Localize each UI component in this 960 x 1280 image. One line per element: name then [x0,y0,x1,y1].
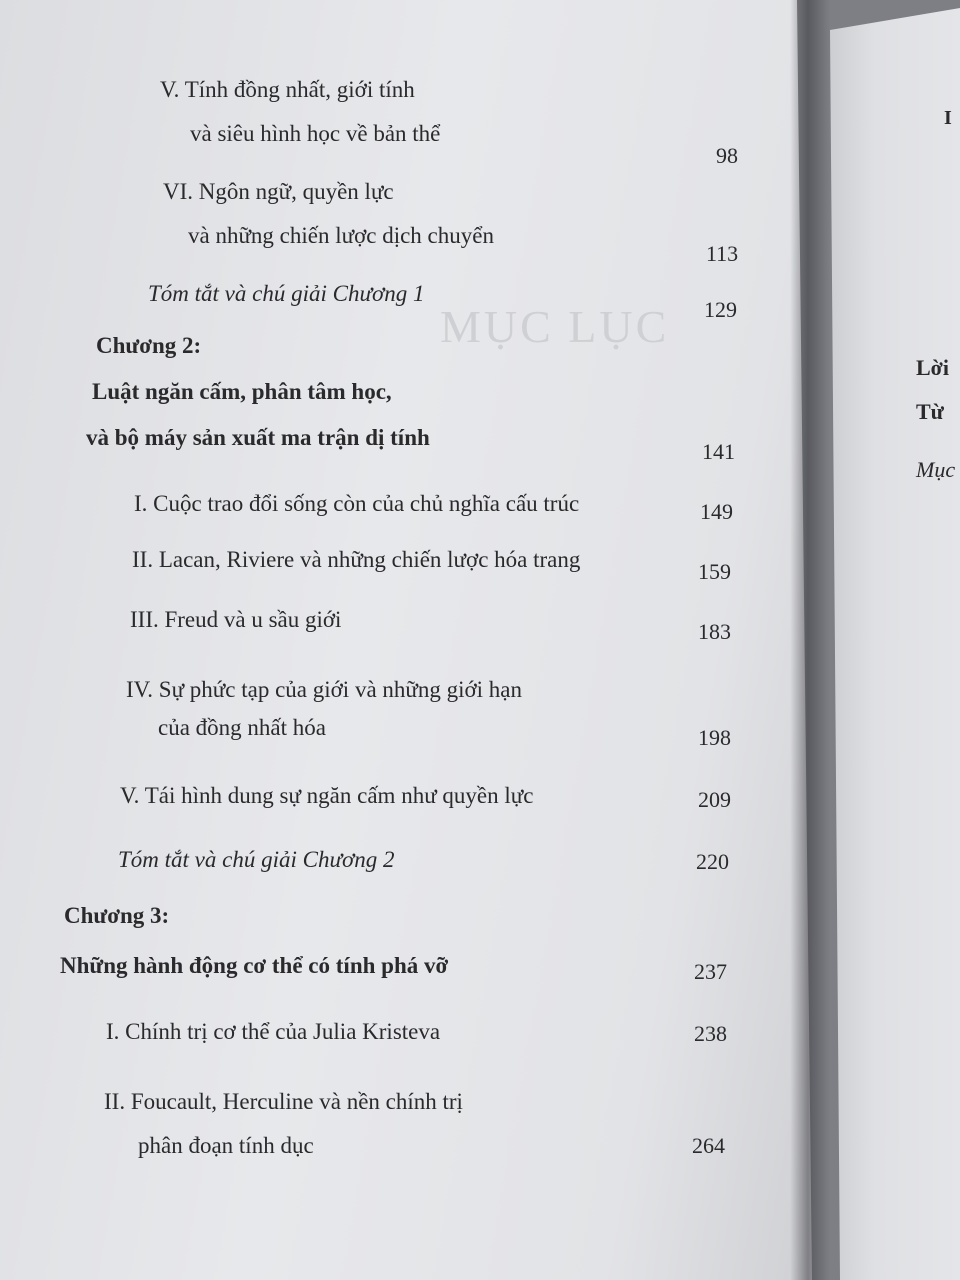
chapter-2-title-line1: Luật ngăn cấm, phân tâm học, [92,379,392,404]
toc-page-number: 129 [704,297,737,322]
toc-entry-2-i: I. Cuộc trao đổi sống còn của chủ nghĩa cấu trúc [134,491,580,516]
right-page-line-3: Mục [916,457,956,482]
toc-page-number: 159 [698,559,731,584]
toc-entry-3-ii-line2: phân đoạn tính dục [138,1133,314,1158]
toc-summary-ch2: Tóm tắt và chú giải Chương 2 [118,847,395,872]
toc-entry-2-iii: III. Freud và u sầu giới [130,607,342,632]
toc-page-number: 183 [698,619,731,644]
toc-page-number: 98 [716,143,738,168]
book-gutter [790,0,830,1280]
toc-summary-ch1: Tóm tắt và chú giải Chương 1 [148,281,425,306]
toc-entry-3-ii-line1: II. Foucault, Herculine và nền chính trị [104,1089,463,1114]
toc-entry-1-vi-line2: và những chiến lược dịch chuyển [188,223,494,248]
toc-page-number: 237 [694,959,727,984]
toc-entry-1-v-line1: V. Tính đồng nhất, giới tính [160,77,415,102]
toc-entry-2-v: V. Tái hình dung sự ngăn cấm như quyền lực [120,783,534,808]
toc-page-number: 238 [694,1021,727,1046]
chapter-3-title: Những hành động cơ thể có tính phá vỡ [60,953,449,978]
toc-page-number: 141 [702,439,735,464]
toc-entry-2-iv-line2: của đồng nhất hóa [158,715,326,740]
toc-page-number: 113 [706,241,739,266]
toc-entry-3-i: I. Chính trị cơ thể của Julia Kristeva [106,1019,441,1044]
toc-entry-2-iv-line1: IV. Sự phức tạp của giới và những giới hạn [126,677,523,702]
right-page-mark: I [944,107,952,129]
toc-page-number: 220 [696,849,729,874]
toc-entry-2-ii: II. Lacan, Riviere và những chiến lược hóa trang [132,547,581,572]
toc-entry-1-vi-line1: VI. Ngôn ngữ, quyền lực [163,179,394,204]
bleed-through-text: MỤC LỤC [440,301,670,352]
chapter-2-label: Chương 2: [96,333,202,358]
chapter-2-title-line2: và bộ máy sản xuất ma trận dị tính [86,425,430,450]
chapter-3-label: Chương 3: [64,903,170,928]
right-page-line-2: Từ [916,399,944,424]
toc-page-number: 209 [698,787,731,812]
toc-page-number: 264 [692,1133,725,1158]
right-page [818,0,960,1280]
toc-page-number: 149 [700,499,733,524]
right-page-line-1: Lời [916,355,949,380]
toc-page-number: 198 [698,725,731,750]
toc-entry-1-v-line2: và siêu hình học về bản thể [190,121,441,146]
